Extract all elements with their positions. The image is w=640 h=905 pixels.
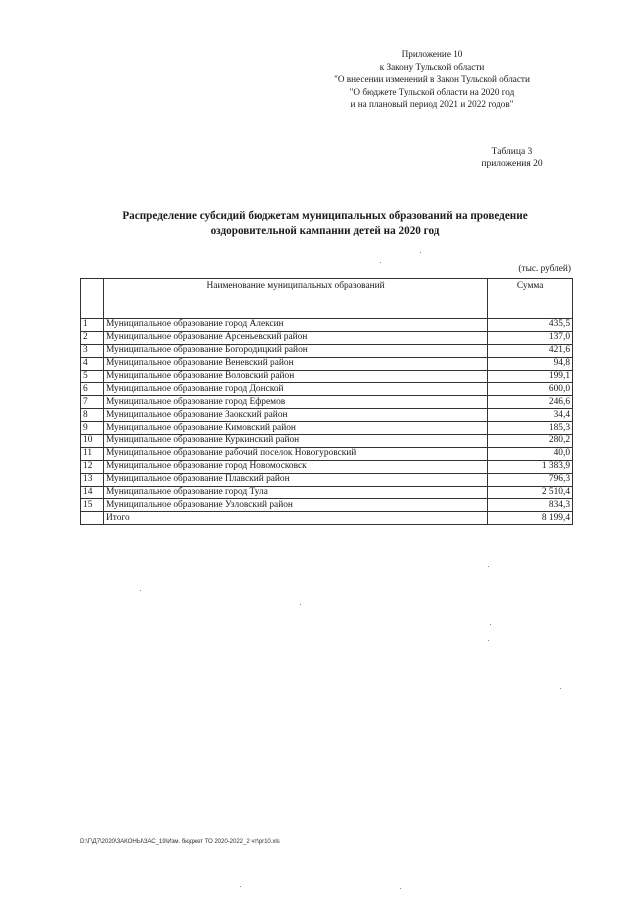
- scan-speck: [140, 590, 141, 591]
- scan-speck: [240, 886, 241, 887]
- scan-speck: [488, 640, 489, 641]
- row-number: 3: [81, 344, 104, 357]
- table-row: [81, 319, 573, 332]
- table-ref-line: приложения 20: [481, 159, 543, 169]
- subsidy-amount: 600,0: [488, 383, 573, 396]
- table-row: [81, 396, 573, 409]
- row-number: [81, 512, 104, 525]
- municipality-name: Муниципальное образование Кимовский район: [103, 422, 487, 435]
- table-row: [81, 409, 573, 422]
- total-row: [81, 512, 573, 525]
- table-row: [81, 383, 573, 396]
- row-number: 4: [81, 357, 104, 370]
- subsidy-amount: 435,5: [488, 319, 573, 332]
- row-number: 9: [81, 422, 104, 435]
- title-line: оздоровительной кампании детей на 2020 год: [210, 225, 440, 237]
- row-number: 5: [81, 370, 104, 383]
- units-label: (тыс. рублей): [518, 264, 571, 274]
- appendix-line: к Закону Тульской области: [379, 61, 485, 72]
- subsidy-amount: 185,3: [488, 422, 573, 435]
- municipality-name: Муниципальное образование Куркинский район: [103, 435, 487, 448]
- municipality-name: Муниципальное образование город Тула: [103, 486, 487, 499]
- row-number: 14: [81, 486, 104, 499]
- subsidy-table: [80, 278, 573, 525]
- municipality-name: Муниципальное образование Воловский район: [103, 370, 487, 383]
- header-num: [81, 279, 104, 319]
- municipality-name: Муниципальное образование Арсеньевский район: [103, 331, 487, 344]
- table-row: [81, 435, 573, 448]
- municipality-name: Итого: [103, 512, 487, 525]
- row-number: 2: [81, 331, 104, 344]
- row-number: 8: [81, 409, 104, 422]
- subsidy-amount: 137,0: [488, 331, 573, 344]
- file-path-footer: D:\Г\Д7\2020\ЗАКОНЫ\ЗАС_19\Изм. бюджет ТО 2020-2022_2 чт\pr10.xls: [80, 838, 280, 845]
- municipality-name: Муниципальное образование город Новомосковск: [103, 460, 487, 473]
- municipality-name: Муниципальное образование Узловский район: [103, 499, 487, 512]
- scan-speck: [300, 604, 301, 605]
- municipality-name: Муниципальное образование город Алексин: [103, 319, 487, 332]
- table-row: [81, 422, 573, 435]
- document-title: [90, 209, 560, 239]
- scan-speck: [380, 262, 381, 263]
- table-row: [81, 344, 573, 357]
- scan-speck: [420, 252, 421, 253]
- table-row: [81, 473, 573, 486]
- subsidy-amount: 246,6: [488, 396, 573, 409]
- municipality-name: Муниципальное образование Заокский район: [103, 409, 487, 422]
- row-number: 10: [81, 435, 104, 448]
- municipality-name: Муниципальное образование Плавский район: [103, 473, 487, 486]
- municipality-name: Муниципальное образование город Ефремов: [103, 396, 487, 409]
- subsidy-amount: 2 510,4: [488, 486, 573, 499]
- table-body: [81, 319, 573, 525]
- row-number: 13: [81, 473, 104, 486]
- subsidy-amount: 199,1: [488, 370, 573, 383]
- row-number: 1: [81, 319, 104, 332]
- subsidy-amount: 796,3: [488, 473, 573, 486]
- table-row: [81, 486, 573, 499]
- scan-speck: [400, 888, 401, 889]
- appendix-line: Приложение 10: [401, 49, 463, 59]
- subsidy-amount: 834,3: [488, 499, 573, 512]
- row-number: 15: [81, 499, 104, 512]
- subsidy-amount: 40,0: [488, 447, 573, 460]
- municipality-name: Муниципальное образование город Донской: [103, 383, 487, 396]
- table-row: [81, 357, 573, 370]
- municipality-name: Муниципальное образование рабочий поселок Новогуровский: [103, 447, 487, 460]
- municipality-name: Муниципальное образование Веневский район: [103, 357, 487, 370]
- header-name: Наименование муниципальных образований: [103, 279, 487, 319]
- table-row: [81, 370, 573, 383]
- subsidy-amount: 94,8: [488, 357, 573, 370]
- subsidy-amount: 280,2: [488, 435, 573, 448]
- appendix-line: "О внесении изменений в Закон Тульской области: [334, 74, 530, 84]
- scan-speck: [560, 688, 561, 689]
- appendix-line: и на плановый период 2021 и 2022 годов": [350, 99, 514, 109]
- appendix-line: "О бюджете Тульской области на 2020 год: [349, 86, 515, 97]
- subsidy-amount: 34,4: [488, 409, 573, 422]
- subsidy-amount: 1 383,9: [488, 460, 573, 473]
- table-row: [81, 460, 573, 473]
- subsidy-amount: 8 199,4: [488, 512, 573, 525]
- table-reference: [462, 146, 562, 170]
- scan-speck: [490, 624, 491, 625]
- row-number: 7: [81, 396, 104, 409]
- table-row: [81, 499, 573, 512]
- table-ref-line: Таблица 3: [491, 147, 533, 157]
- header-sum: Сумма: [488, 279, 573, 319]
- table-row: [81, 331, 573, 344]
- scan-speck: [488, 566, 489, 567]
- title-line: Распределение субсидий бюджетам муниципальных образований на проведение: [122, 210, 528, 222]
- appendix-header: [292, 48, 572, 111]
- table-row: [81, 447, 573, 460]
- municipality-name: Муниципальное образование Богородицкий район: [103, 344, 487, 357]
- row-number: 6: [81, 383, 104, 396]
- row-number: 11: [81, 447, 104, 460]
- subsidy-amount: 421,6: [488, 344, 573, 357]
- table-header-row: [81, 279, 573, 319]
- row-number: 12: [81, 460, 104, 473]
